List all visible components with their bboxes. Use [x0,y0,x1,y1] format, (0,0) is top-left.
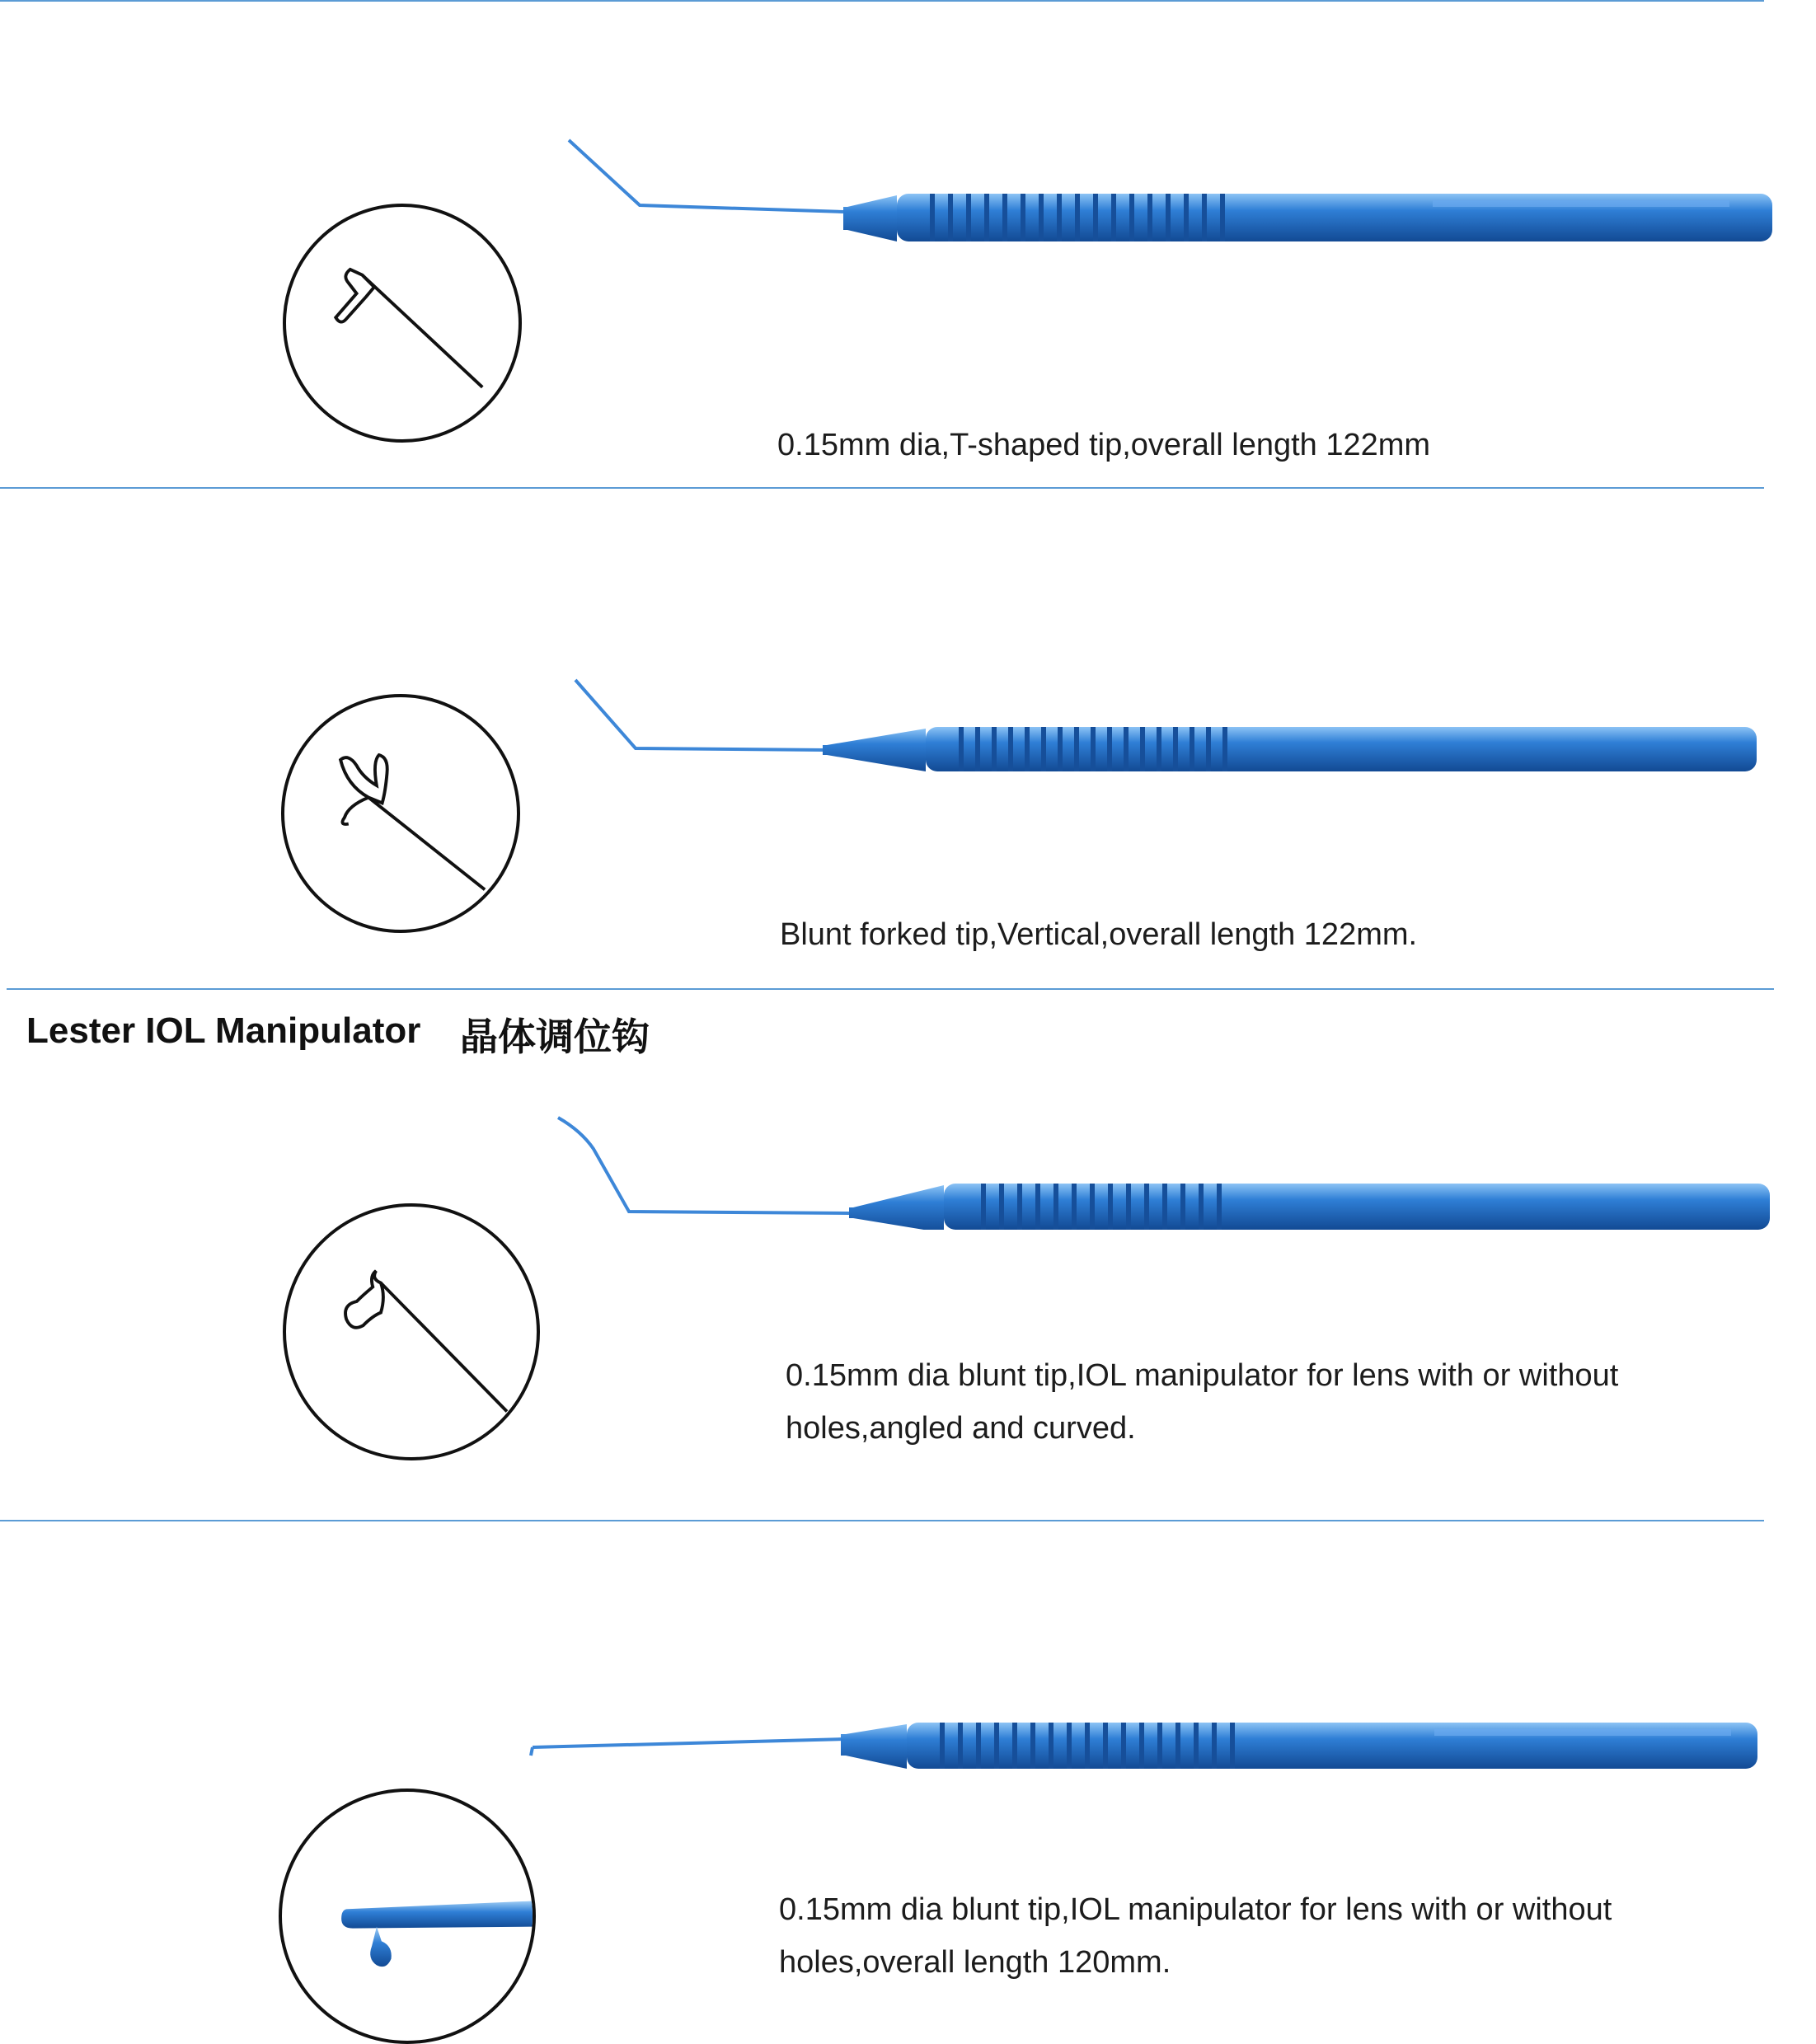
blunt-ball-manipulator-image [528,1706,1764,1797]
divider-2 [7,988,1774,990]
divider-1 [0,487,1764,489]
forked-tip-icon [281,694,520,933]
forked-manipulator-image [571,676,1762,775]
top-divider [0,0,1764,2]
item-2-caption: Blunt forked tip,Vertical,overall length 122mm. [780,917,1418,952]
blunt-ball-tip-icon [279,1788,536,2044]
item-3-caption-line-2: holes,angled and curved. [786,1411,1136,1446]
lester-manipulator-image [556,1114,1776,1230]
section-title-chinese: 晶体调位钩 [460,1015,650,1059]
lester-tip-icon [283,1203,540,1460]
item-3-caption-line-1: 0.15mm dia blunt tip,IOL manipulator for lens with or without [786,1358,1619,1393]
divider-3 [0,1520,1764,1521]
item-1-caption: 0.15mm dia,T-shaped tip,overall length 122mm [777,428,1431,462]
item-4-caption-line-1: 0.15mm dia blunt tip,IOL manipulator for lens with or without [779,1892,1612,1927]
t-shaped-tip-icon [283,204,522,443]
item-4-caption-line-2: holes,overall length 120mm. [779,1945,1171,1980]
t-shaped-manipulator-image [567,136,1779,247]
section-title: Lester IOL Manipulator [26,1010,421,1051]
